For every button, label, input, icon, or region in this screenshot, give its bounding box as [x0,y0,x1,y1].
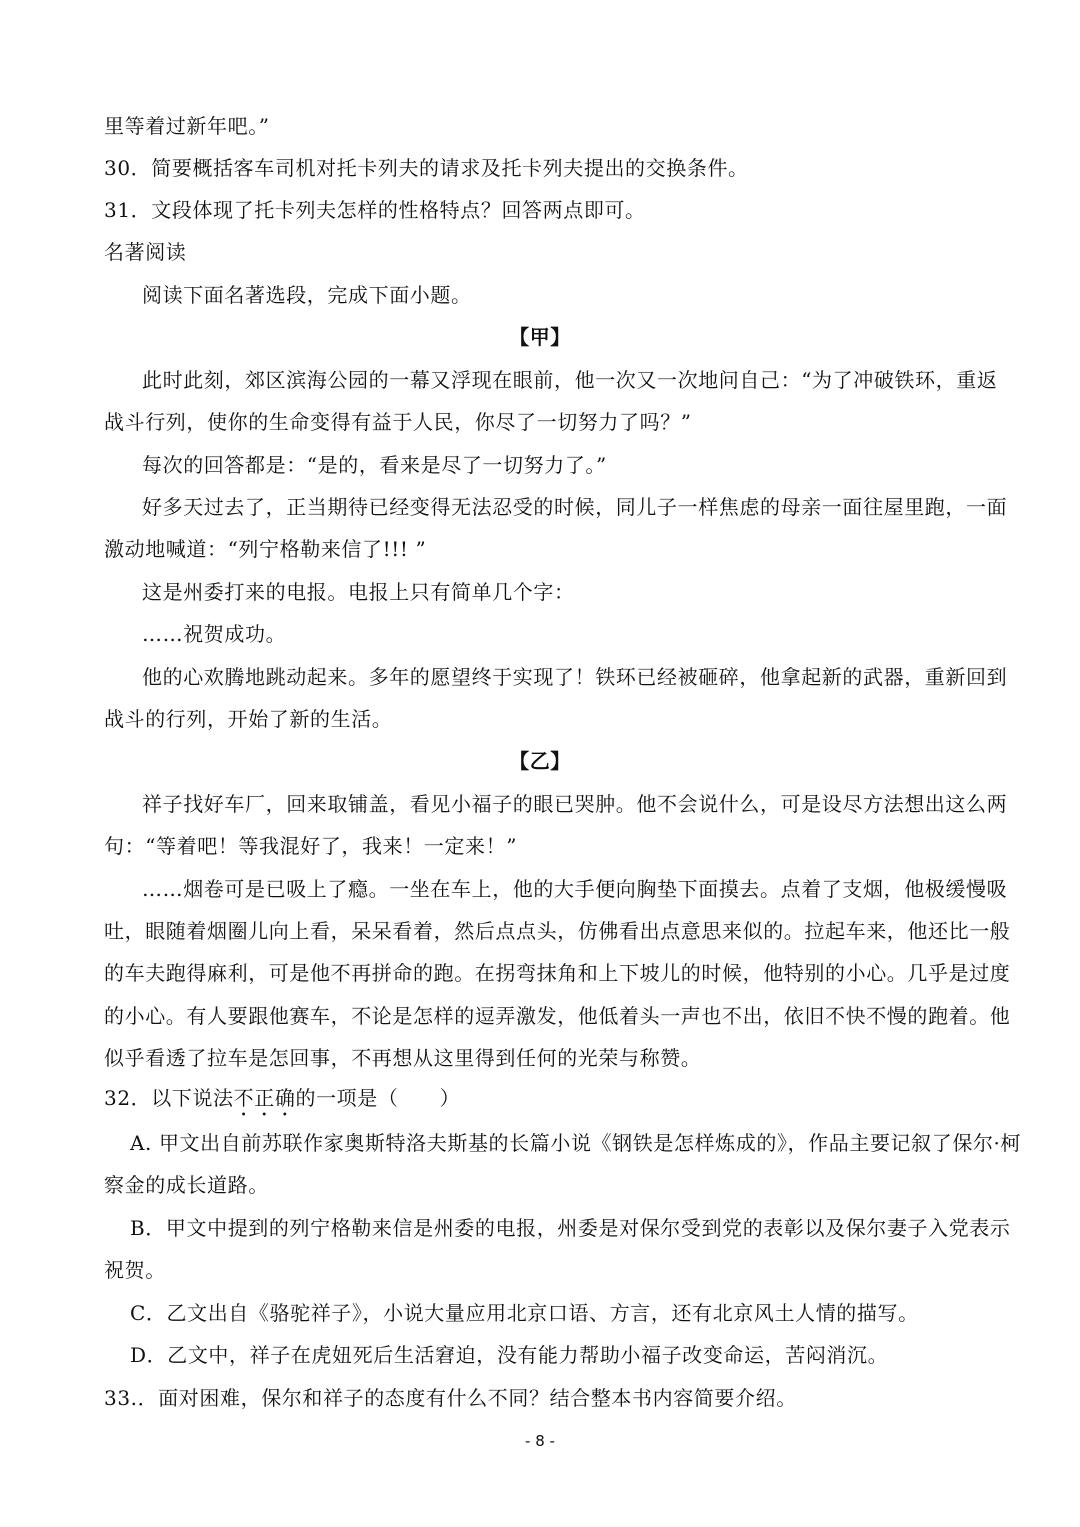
jia-line: 战斗的行列，开始了新的生活。 [104,707,393,731]
yi-line: 祥子找好车厂，回来取铺盖，看见小福子的眼已哭肿。他不会说什么，可是设尽方法想出这么两 [142,792,1008,816]
option-c: C．乙文出自《骆驼祥子》，小说大量应用北京口语、方言，还有北京风土人情的描写。 [130,1301,919,1325]
option-b: B．甲文中提到的列宁格勒来信是州委的电报，州委是对保尔受到党的表彰以及保尔妻子入党表示 [130,1216,1011,1240]
yi-line: 吐，眼随着烟圈儿向上看，呆呆看着，然后点点头，仿佛看出点意思来似的。拉起车来，他还比一般 [104,919,1011,943]
yi-line: 的小心。有人要跟他赛车，不论是怎样的逗弄激发，他低着头一声也不出，依旧不快不慢的跑着。他 [104,1004,1011,1028]
emphasis-text: 不正确 [233,1086,296,1110]
option-a-cont: 察金的成长道路。 [104,1173,269,1197]
jia-line: 这是州委打来的电报。电报上只有简单几个字： [142,580,575,604]
jia-line: 好多天过去了，正当期待已经变得无法忍受的时候，同儿子一样焦虑的母亲一面往屋里跑，一面 [142,495,1008,519]
jia-line: 战斗行列，使你的生命变得有益于人民，你尽了一切努力了吗？” [104,410,692,434]
instruction: 阅读下面名著选段，完成下面小题。 [142,283,472,307]
question-32 [104,1083,984,1121]
question-30: 30．简要概括客车司机对托卡列夫的请求及托卡列夫提出的交换条件。 [104,156,749,180]
yi-line: 似乎看透了拉车是怎回事，不再想从这里得到任何的光荣与称赞。 [104,1046,702,1070]
jia-line: 激动地喊道：“列宁格勒来信了!!! ” [104,537,427,561]
yi-line: 的车夫跑得麻利，可是他不再拼命的跑。在拐弯抹角和上下坡儿的时候，他特别的小心。几乎是过度 [104,961,1011,985]
jia-line: 此时此刻，郊区滨海公园的一幕又浮现在眼前，他一次又一次地问自己：“为了冲破铁环，重返 [142,368,998,392]
option-d: D．乙文中，祥子在虎妞死后生活窘迫，没有能力帮助小福子改变命运，苦闷消沉。 [130,1343,889,1367]
question-32-suffix: 的一项是（ ） [295,1086,461,1110]
jia-line: 他的心欢腾地跳动起来。多年的愿望终于实现了！铁环已经被砸碎，他拿起新的武器，重新回到 [142,665,1008,689]
yi-line: 句：“等着吧！等我混好了，我来！一定来！” [104,834,518,858]
question-32-prefix: 32．以下说法 [104,1086,234,1110]
option-b-cont: 祝贺。 [104,1258,166,1282]
jia-line: ……祝贺成功。 [142,622,287,646]
jia-line: 每次的回答都是：“是的，看来是尽了一切努力了。” [142,453,607,477]
question-33: 33.．面对困难，保尔和祥子的态度有什么不同？结合整本书内容简要介绍。 [104,1386,797,1410]
yi-line: ……烟卷可是已吸上了瘾。一坐在车上，他的大手便向胸垫下面摸去。点着了支烟，他极缓慢吸 [142,877,1008,901]
option-a: A. 甲文出自前苏联作家奥斯特洛夫斯基的长篇小说《钢铁是怎样炼成的》，作品主要记叙了保尔·柯 [130,1131,1022,1155]
text-line: 里等着过新年吧。” [104,114,270,138]
heading-yi: 【乙】 [509,749,571,773]
section-title: 名著阅读 [104,240,187,264]
page-number: - 8 - [525,1432,555,1450]
heading-jia: 【甲】 [509,325,571,349]
question-31: 31．文段体现了托卡列夫怎样的性格特点？回答两点即可。 [104,198,646,222]
